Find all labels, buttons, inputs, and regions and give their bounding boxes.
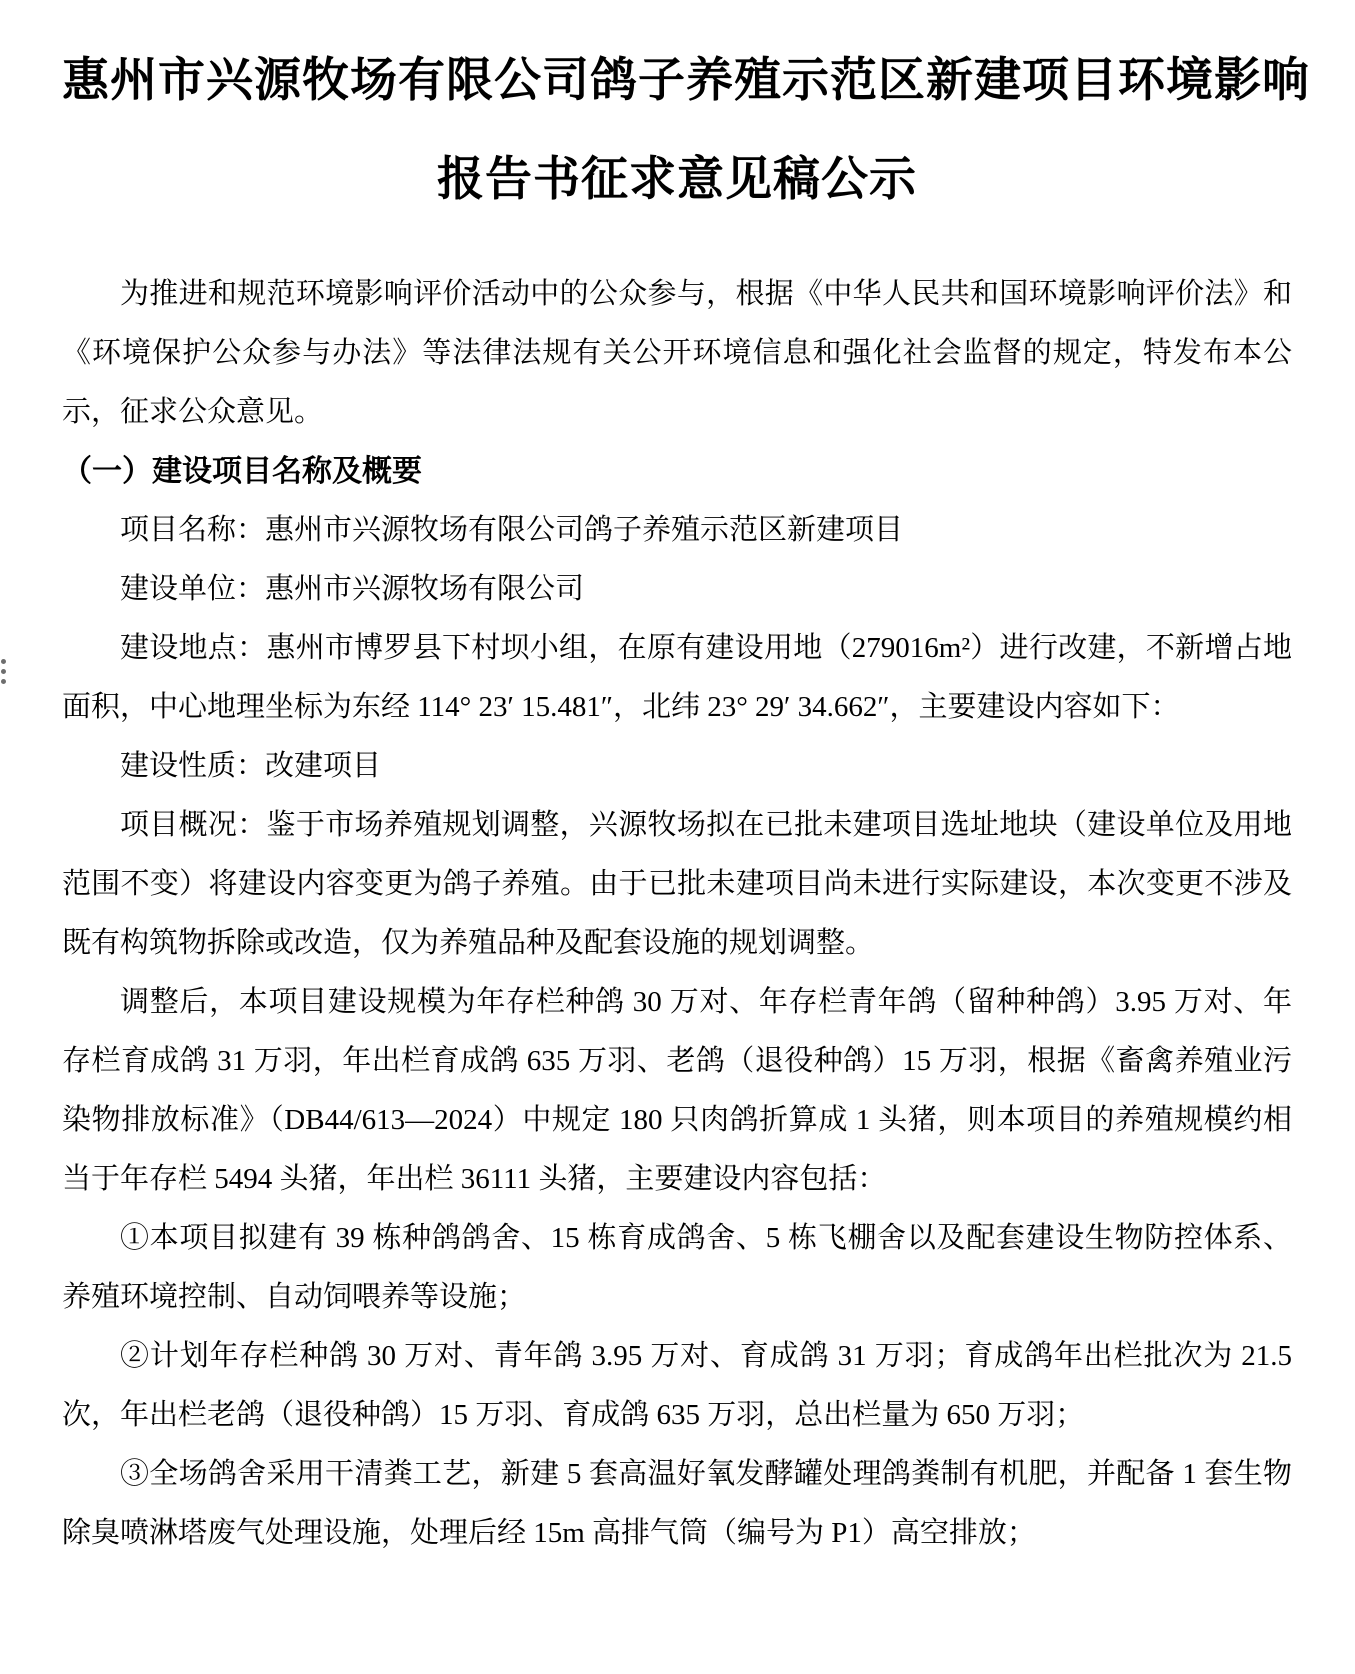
vertical-ellipsis-marker (1, 659, 6, 684)
ellipsis-dot (1, 659, 6, 664)
document-title-line-2: 报告书征求意见稿公示 (437, 152, 917, 205)
paragraph-construction-nature: 建设性质：改建项目 (120, 750, 382, 782)
paragraph-item-3-manure-process: ③全场鸽舍采用干清粪工艺，新建 5 套高温好氧发酵罐处理鸽粪制有机肥，并配备 1 套生物除臭喷淋塔废气处理设施，处理后经 15m 高排气筒（编号为 P1）高空排放； (62, 1458, 1292, 1549)
ellipsis-dot (1, 669, 6, 674)
paragraph-item-2-stock-plan: ②计划年存栏种鸽 30 万对、青年鸽 3.95 万对、育成鸽 31 万羽；育成鸽年出栏批次为 21.5 次，年出栏老鸽（退役种鸽）15 万羽、育成鸽 635 万羽，总出栏量为 650 万羽； (62, 1340, 1292, 1431)
paragraph-construction-unit: 建设单位：惠州市兴源牧场有限公司 (120, 573, 585, 605)
paragraph-construction-location: 建设地点：惠州市博罗县下村坝小组，在原有建设用地（279016m²）进行改建，不新增占地面积，中心地理坐标为东经 114° 23′ 15.481″，北纬 23° 29′ 34.662″，主要建设内容如下： (62, 632, 1292, 723)
paragraph-intro: 为推进和规范环境影响评价活动中的公众参与，根据《中华人民共和国环境影响评价法》和《环境保护公众参与办法》等法律法规有关公开环境信息和强化社会监督的规定，特发布本公示，征求公众意见。 (62, 278, 1292, 428)
paragraph-project-name: 项目名称：惠州市兴源牧场有限公司鸽子养殖示范区新建项目 (120, 514, 904, 546)
paragraph-adjusted-scale: 调整后，本项目建设规模为年存栏种鸽 30 万对、年存栏青年鸽（留种种鸽）3.95 万对、年存栏育成鸽 31 万羽，年出栏育成鸽 635 万羽、老鸽（退役种鸽）15 万羽，根据《畜禽养殖业污染物排放标准》（DB44/613—2024）中规定 180 只肉鸽折算成 1 头猪，则本项目的养殖规模约相当于年存栏 5494 头猪，年出栏 36111 头猪，主要建设内容包括： (62, 986, 1292, 1195)
document-title-line-1: 惠州市兴源牧场有限公司鸽子养殖示范区新建项目环境影响 (62, 53, 1310, 106)
document-title (62, 30, 1310, 228)
paragraph-project-overview: 项目概况：鉴于市场养殖规划调整，兴源牧场拟在已批未建项目选址地块（建设单位及用地范围不变）将建设内容变更为鸽子养殖。由于已批未建项目尚未进行实际建设，本次变更不涉及既有构筑物拆除或改造，仅为养殖品种及配套设施的规划调整。 (62, 809, 1292, 959)
document-body (62, 265, 1292, 1563)
ellipsis-dot (1, 679, 6, 684)
section-heading-project-name-and-summary: （一）建设项目名称及概要 (62, 455, 422, 488)
paragraph-item-1-buildings: ①本项目拟建有 39 栋种鸽鸽舍、15 栋育成鸽舍、5 栋飞棚舍以及配套建设生物防控体系、养殖环境控制、自动饲喂养等设施； (62, 1222, 1292, 1313)
